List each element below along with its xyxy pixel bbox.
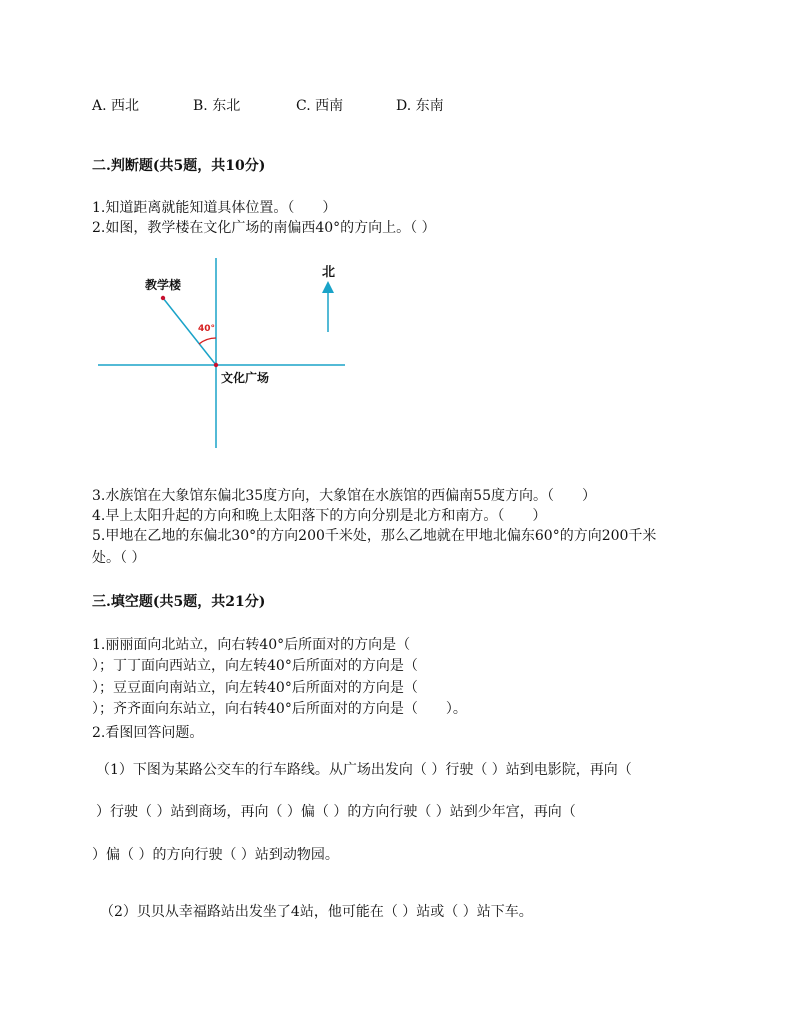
question-3-1-line2: ）；丁丁面向西站立，向左转40°后所面对的方向是（ bbox=[92, 658, 418, 674]
question-3-2-part1-line1: （1）下图为某路公交车的行车路线。从广场出发向（ ）行驶（ ）站到电影院，再向（ bbox=[96, 762, 632, 778]
square-label: 文化广场 bbox=[221, 371, 270, 385]
question-3-2-part1-line3: ）偏（ ）的方向行驶（ ）站到动物园。 bbox=[92, 847, 339, 863]
question-3-1-line4: ）；齐齐面向东站立，向右转40°后所面对的方向是（ ）。 bbox=[92, 701, 467, 717]
question-2-2: 2.如图，教学楼在文化广场的南偏西40°的方向上。（ ） bbox=[92, 220, 436, 236]
section3-heading: 三.填空题(共5题，共21分) bbox=[92, 594, 266, 610]
square-point bbox=[214, 363, 218, 367]
question-2-3: 3.水族馆在大象馆东偏北35度方向，大象馆在水族馆的西偏南55度方向。（ ） bbox=[92, 488, 596, 504]
building-point bbox=[161, 296, 165, 300]
building-label: 教学楼 bbox=[145, 278, 182, 292]
question-2-4: 4.早上太阳升起的方向和晚上太阳落下的方向分别是北方和南方。（ ） bbox=[92, 508, 547, 524]
question-2-5-line2: 处。（ ） bbox=[92, 550, 146, 566]
angle-arc bbox=[199, 338, 216, 344]
question-3-2-part1-line2: ）行驶（ ）站到商场，再向（ ）偏（ ）的方向行驶（ ）站到少年宫，再向（ bbox=[96, 804, 576, 820]
section2-heading: 二.判断题(共5题，共10分) bbox=[92, 158, 266, 174]
question-3-2-part2: （2）贝贝从幸福路站出发坐了4站，他可能在（ ）站或（ ）站下车。 bbox=[100, 904, 533, 920]
question-3-1-line3: ）；豆豆面向南站立，向左转40°后所面对的方向是（ bbox=[92, 680, 418, 696]
option-b: B. 东北 bbox=[193, 98, 241, 114]
angle-label: 40° bbox=[198, 324, 216, 334]
question-2-1: 1.知道距离就能知道具体位置。（ ） bbox=[92, 200, 337, 216]
option-d: D. 东南 bbox=[396, 98, 444, 114]
question-2-5-line1: 5.甲地在乙地的东偏北30°的方向200千米处，那么乙地就在甲地北偏东60°的方向200千米 bbox=[92, 528, 657, 544]
option-c: C. 西南 bbox=[296, 98, 344, 114]
question-3-2: 2.看图回答问题。 bbox=[92, 725, 204, 741]
question-3-1-line1: 1.丽丽面向北站立，向右转40°后所面对的方向是（ bbox=[92, 637, 411, 653]
north-label: 北 bbox=[322, 265, 336, 280]
option-a: A. 西北 bbox=[92, 98, 140, 114]
